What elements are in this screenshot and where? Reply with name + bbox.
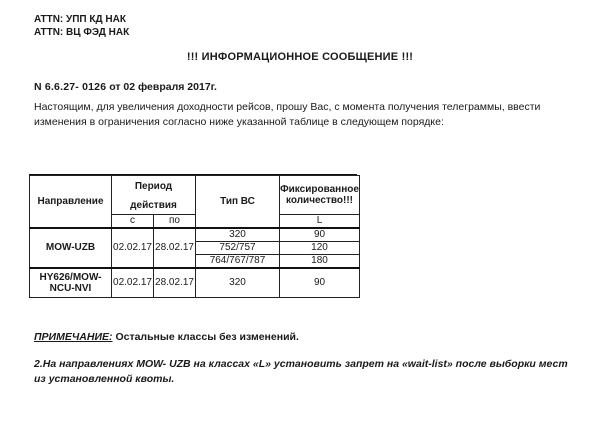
- header-fixed-quantity: [280, 176, 360, 215]
- row-aircraft: 320: [196, 268, 280, 298]
- table-row: [30, 268, 360, 298]
- row-aircraft: 752/757: [196, 242, 280, 255]
- header-aircraft-type: Тип ВС: [196, 176, 280, 229]
- row-quantity: 180: [280, 255, 360, 269]
- row-aircraft: 320: [196, 228, 280, 242]
- header-class-l: L: [280, 215, 360, 229]
- note-line: [34, 331, 299, 343]
- quota-table: [29, 175, 360, 298]
- row-direction-line-1: HY626/MOW-: [39, 272, 102, 283]
- row-direction-line-2: NCU-NVI: [49, 283, 92, 294]
- table-row: [30, 228, 360, 242]
- row-direction: [30, 268, 112, 298]
- row-date-from: 02.02.17: [112, 228, 154, 268]
- intro-line-2: изменения в ограничения согласно ниже указанной таблице в следующем порядке:: [34, 116, 444, 128]
- row-date-from: 02.02.17: [112, 268, 154, 298]
- table-header-row: [30, 176, 360, 199]
- row-aircraft: 764/767/787: [196, 255, 280, 269]
- header-to: по: [154, 215, 196, 229]
- item2-line-2: из установленной квоты.: [34, 373, 175, 385]
- attn-line-2: ATTN: ВЦ ФЭД НАК: [34, 27, 130, 38]
- item2-line-1: 2.На направлениях MOW- UZB на классах «L» установить запрет на «wait-list» после выборки мест: [34, 358, 568, 370]
- document-date: от 02 февраля 2017г.: [109, 81, 217, 93]
- row-date-to: 28.02.17: [154, 228, 196, 268]
- intro-line-1: Настоящим, для увеличения доходности рейсов, прошу Вас, с момента получения телеграммы, ввести: [34, 101, 541, 113]
- header-period: Период: [112, 176, 196, 199]
- attn-line-1: ATTN: УПП КД НАК: [34, 14, 126, 25]
- row-quantity: 90: [280, 228, 360, 242]
- message-heading: !!! ИНФОРМАЦИОННОЕ СООБЩЕНИЕ !!!: [186, 51, 414, 63]
- document-number: N 6.6.27- 0126: [34, 81, 107, 93]
- row-quantity: 120: [280, 242, 360, 255]
- document-number-line: [34, 81, 217, 93]
- row-direction: MOW-UZB: [30, 228, 112, 268]
- header-direction: Направление: [30, 176, 112, 229]
- header-period-bottom: действия: [112, 198, 196, 215]
- note-label: ПРИМЕЧАНИЕ:: [34, 331, 113, 343]
- header-fixed-line-1: Фиксированное: [280, 184, 359, 195]
- note-text: Остальные классы без изменений.: [115, 331, 299, 343]
- header-from: с: [112, 215, 154, 229]
- header-fixed-line-2: количество!!!: [285, 195, 354, 206]
- row-date-to: 28.02.17: [154, 268, 196, 298]
- row-quantity: 90: [280, 268, 360, 298]
